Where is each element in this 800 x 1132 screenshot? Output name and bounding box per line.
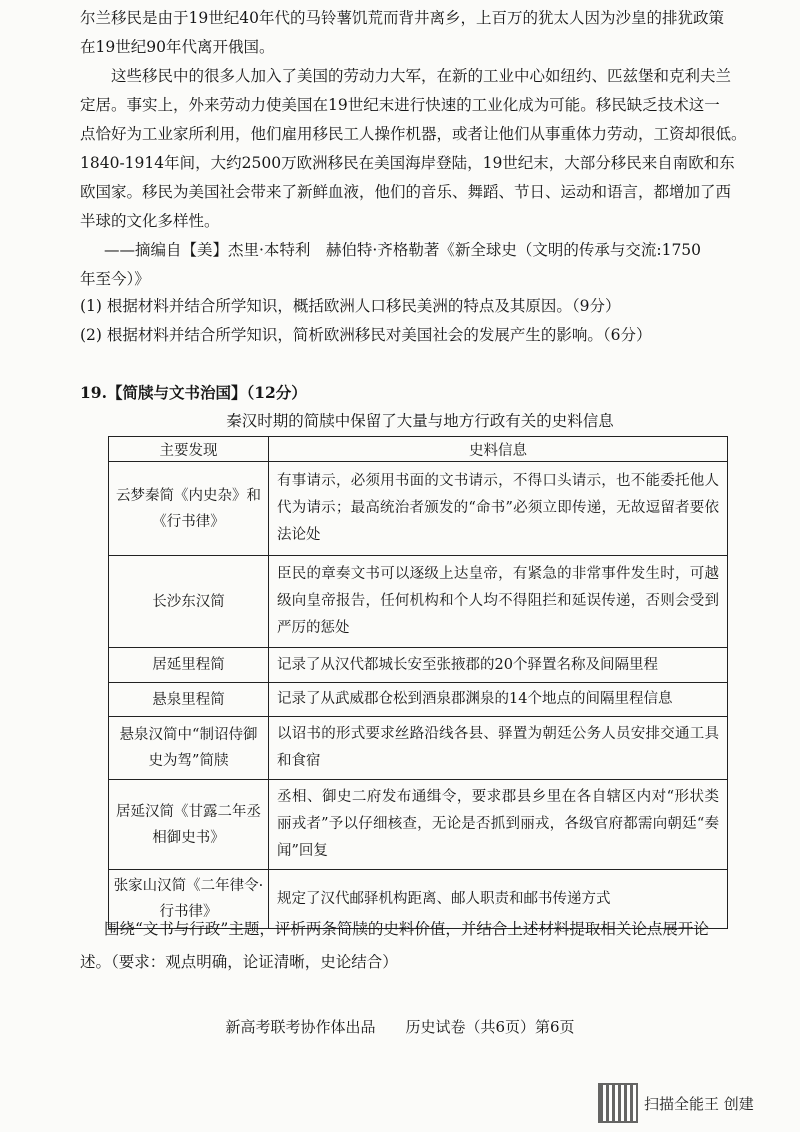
material-line: 1840-1914年间，大约2500万欧洲移民在美国海岸登陆，19世纪末，大部分移民来自南欧和东 [80,154,735,172]
question-2: (2) 根据材料并结合所学知识，简析欧洲移民对美国社会的发展产生的影响。（6分） [80,326,652,344]
finding-cell: 悬泉里程简 [109,683,269,717]
info-cell: 丞相、御史二府发布通缉令，要求郡县乡里在各自辖区内对“形状类丽戎者”予以仔细核查，无论是否抓到丽戎，各级官府都需向朝廷“奏闻”回复 [269,780,728,870]
table-row [109,683,728,717]
watermark-text: 扫描全能王 创建 [644,1094,754,1113]
scanner-watermark [598,1083,754,1123]
table-caption: 秦汉时期的简牍中保留了大量与地方行政有关的史料信息 [226,412,614,430]
material-text [80,4,756,236]
column-header-finding: 主要发现 [109,437,269,462]
table-row [109,648,728,683]
question-19-task [80,913,760,979]
material-line: 点恰好为工业家所利用，他们雇用移民工人操作机器，或者让他们从事重体力劳动，工资却很低。 [80,125,747,143]
page-footer: 新高考联考协作体出品 历史试卷（共6页）第6页 [225,1018,575,1036]
task-line: 述。（要求：观点明确，论证清晰，史论结合） [80,953,398,971]
material-line: 半球的文化多样性。 [80,212,220,230]
finding-cell: 长沙东汉简 [109,556,269,648]
info-cell: 规定了汉代邮驿机构距离、邮人职责和邮书传递方式 [269,870,728,929]
finding-cell: 云梦秦简《内史杂》和《行书律》 [109,462,269,556]
info-cell: 以诏书的形式要求丝路沿线各县、驿置为朝廷公务人员安排交通工具和食宿 [269,717,728,780]
table-row [109,462,728,556]
table-row [109,556,728,648]
finding-cell: 居延里程简 [109,648,269,683]
source-line: 年至今）》 [80,270,150,288]
info-cell: 有事请示，必须用书面的文书请示，不得口头请示，也不能委托他人代为请示；最高统治者颁发的“命书”必须立即传递，无故逗留者要依法论处 [269,462,728,556]
material-line: 欧国家。移民为美国社会带来了新鲜血液，他们的音乐、舞蹈、节日、运动和语言，都增加了西 [80,183,732,201]
question-1: (1) 根据材料并结合所学知识，概括欧洲人口移民美洲的特点及其原因。（9分） [80,297,621,315]
info-cell: 臣民的章奏文书可以逐级上达皇帝，有紧急的非常事件发生时，可越级向皇帝报告，任何机构和个人均不得阻拦和延误传递，否则会受到严厉的惩处 [269,556,728,648]
finding-cell: 张家山汉简《二年律令·行书律》 [109,870,269,929]
material-line: 定居。事实上，外来劳动力使美国在19世纪末进行快速的工业化成为可能。移民缺乏技术这一 [80,96,720,114]
material-line: 在19世纪90年代离开俄国。 [80,38,275,56]
info-cell: 记录了从汉代都城长安至张掖郡的20个驿置名称及间隔里程 [269,648,728,683]
info-cell: 记录了从武威郡仓松到酒泉郡渊泉的14个地点的间隔里程信息 [269,683,728,717]
source-line: ——摘编自【美】杰里·本特利 赫伯特·齐格勒著《新全球史（文明的传承与交流:1750 [104,241,702,259]
task-line: 围绕“文书与行政”主题，评析两条简牍的史料价值，并结合上述材料提取相关论点展开论 [104,920,709,938]
question-19-header: 19.【简牍与文书治国】（12分） [80,383,307,402]
material-line: 尔兰移民是由于19世纪40年代的马铃薯饥荒而背井离乡，上百万的犹太人因为沙皇的排犹政策 [80,9,724,27]
column-header-info: 史料信息 [269,437,728,462]
table-row [109,717,728,780]
material-line: 这些移民中的很多人加入了美国的劳动力大军，在新的工业中心如纽约、匹兹堡和克利夫兰 [111,67,732,85]
qr-code-icon [598,1083,638,1123]
finding-cell: 居延汉简《甘露二年丞相御史书》 [109,780,269,870]
material-source [80,236,760,294]
finding-cell: 悬泉汉简中“制诏侍御史为驾”简牍 [109,717,269,780]
table-row [109,780,728,870]
source-table [108,436,728,929]
